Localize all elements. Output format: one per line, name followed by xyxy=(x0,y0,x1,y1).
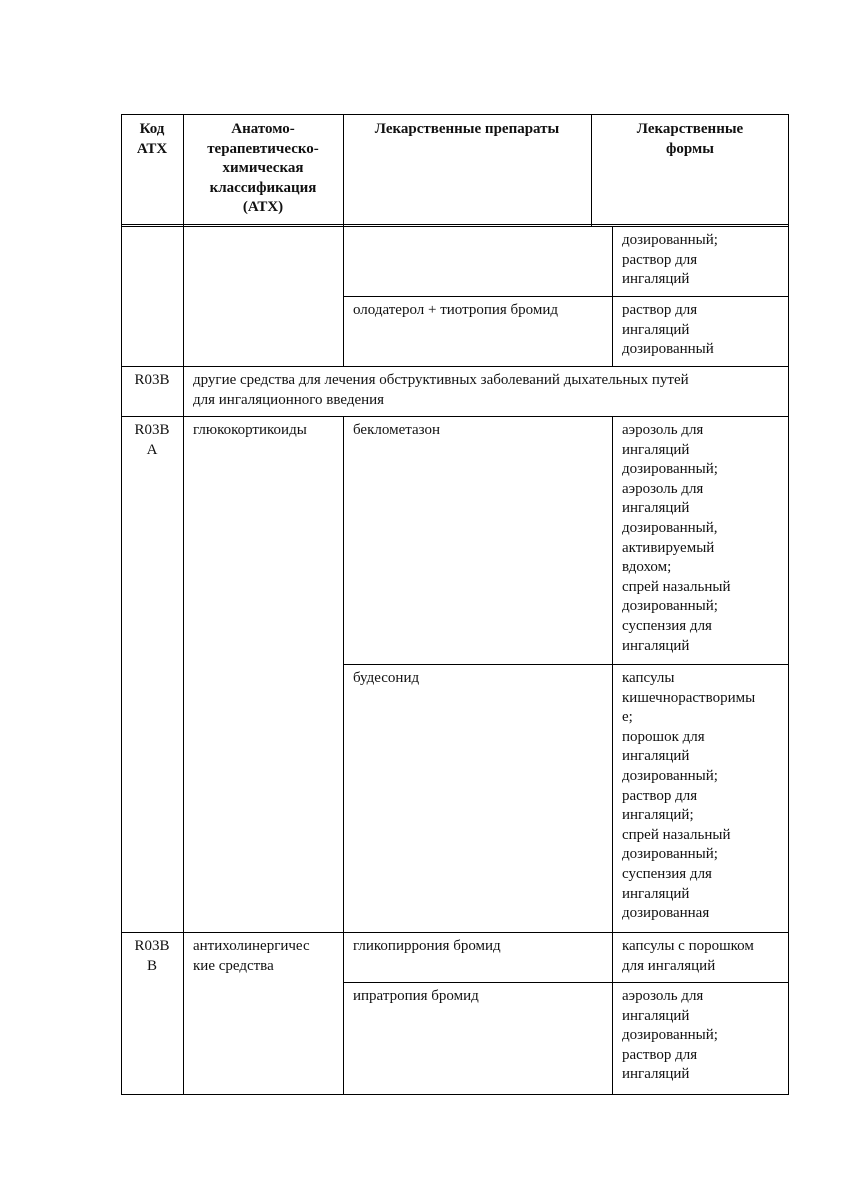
h-r03bb xyxy=(121,932,789,933)
header-drugs: Лекарственные препараты xyxy=(374,121,560,137)
beclo-drug: беклометазон xyxy=(353,422,440,438)
glyco-forms: капсулы с порошком для ингаляций xyxy=(622,938,754,974)
bude-drug: будесонид xyxy=(353,670,420,686)
v-code-top xyxy=(183,226,184,1094)
h-cont xyxy=(343,296,789,297)
bude-forms: капсулы кишечнорастворимы е; порошок для ингаляций дозированный; раствор для ингаляций; спрей назальный дозированный; суспензия для ингаляций дозированная xyxy=(622,670,756,922)
header-code: Код АТХ xyxy=(136,121,168,157)
border-bottom xyxy=(121,1094,789,1095)
border-left xyxy=(121,114,122,1095)
olod-forms: раствор для ингаляций дозированный xyxy=(622,302,714,358)
header-forms: Лекарственные формы xyxy=(636,121,744,157)
border-top xyxy=(121,114,789,115)
r03b-title: другие средства для лечения обструктивных заболеваний дыхательных путей для ингаляционного введения xyxy=(193,372,689,408)
h-r03b-bottom xyxy=(121,416,789,417)
r03bb-classification: антихолинергичес кие средства xyxy=(193,938,310,974)
h-beclo xyxy=(343,664,789,665)
r03ba-classification: глюкокортикоиды xyxy=(193,422,307,438)
header-rule-2 xyxy=(121,226,789,227)
hdr-v1 xyxy=(183,114,184,226)
header-rule xyxy=(121,224,789,225)
ipra-drug: ипратропия бромид xyxy=(353,988,479,1004)
h-r03b-top xyxy=(121,366,789,367)
h-glyco xyxy=(343,982,789,983)
glyco-drug: гликопиррония бромид xyxy=(353,938,501,954)
v-class-b xyxy=(343,416,344,1094)
r03ba-code: R03B A xyxy=(134,422,170,458)
cont-forms: дозированный; раствор для ингаляций xyxy=(622,232,718,288)
olod-drug: олодатерол + тиотропия бромид xyxy=(353,302,559,318)
border-right xyxy=(788,114,789,1095)
hdr-v3 xyxy=(591,114,592,226)
hdr-v2 xyxy=(343,114,344,226)
r03b-code: R03B xyxy=(134,372,170,388)
v-forms-b xyxy=(612,416,613,1094)
ipra-forms: аэрозоль для ингаляций дозированный; раствор для ингаляций xyxy=(622,988,718,1083)
beclo-forms: аэрозоль для ингаляций дозированный; аэрозоль для ингаляций дозированный, активируемый вдохом; спрей назальный дозированный; суспензия для ингаляций xyxy=(622,422,731,654)
header-classification: Анатомо- терапевтическо- химическая классификация (АТХ) xyxy=(207,121,319,216)
r03bb-code: R03B B xyxy=(134,938,170,974)
